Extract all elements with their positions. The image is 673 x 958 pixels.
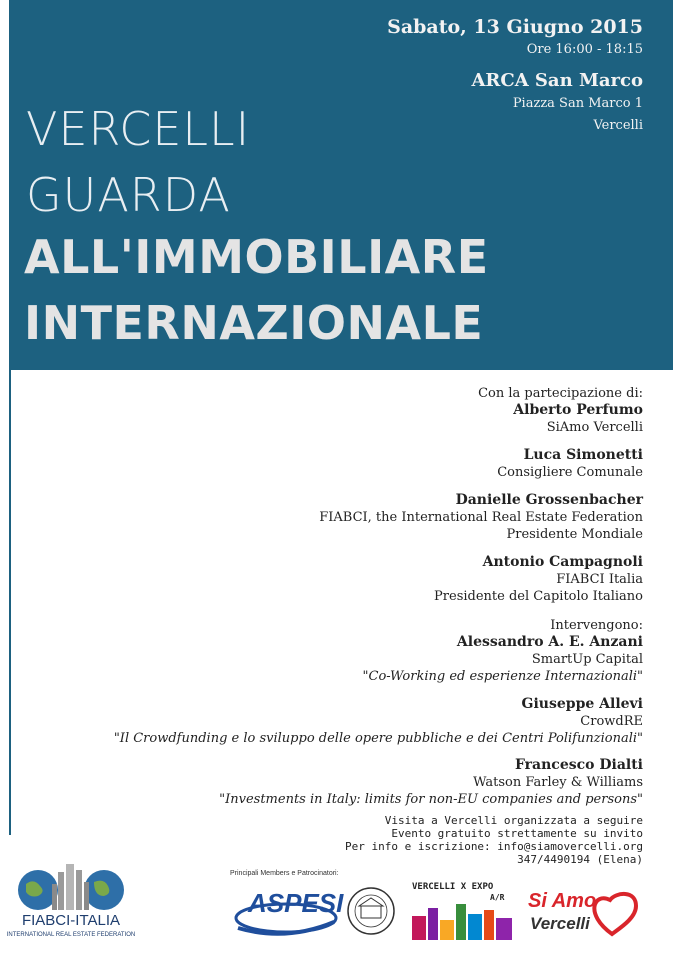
aspesi-logo bbox=[234, 882, 344, 938]
participant-name: Luca Simonetti bbox=[523, 447, 643, 463]
speakers-label: Intervengono: bbox=[550, 618, 643, 633]
participant-role: FIABCI, the International Real Estate Federation bbox=[319, 510, 643, 525]
footer-line: 347/4490194 (Elena) bbox=[517, 853, 643, 866]
event-date: Sabato, 13 Giugno 2015 bbox=[387, 16, 643, 38]
participant-role: FIABCI Italia bbox=[556, 572, 643, 587]
participant-role: Consigliere Comunale bbox=[497, 465, 643, 480]
speaker-company: CrowdRE bbox=[580, 714, 643, 729]
speaker-name: Alessandro A. E. Anzani bbox=[456, 634, 643, 650]
participation-label: Con la partecipazione di: bbox=[478, 386, 643, 401]
footer-note bbox=[345, 814, 643, 866]
participant-name: Alberto Perfumo bbox=[513, 402, 643, 418]
speaker-3 bbox=[43, 757, 643, 808]
siamo-text: Si Amo bbox=[528, 890, 597, 912]
speaker-name: Giuseppe Allevi bbox=[521, 696, 643, 712]
footer-line: Per info e iscrizione: info@siamovercelli.org bbox=[344, 840, 643, 853]
expo-skyline bbox=[410, 902, 516, 942]
footer-line: Evento gratuito strettamente su invito bbox=[391, 827, 643, 840]
expo-title bbox=[412, 882, 493, 892]
participant-2 bbox=[43, 447, 643, 481]
aspesi-name: ASPESI bbox=[248, 888, 344, 918]
title-line-1: VERCELLI bbox=[26, 102, 251, 156]
fiabci-name: FIABCI-ITALIA bbox=[21, 912, 121, 929]
vercelli-text: Vercelli bbox=[530, 914, 590, 933]
expo-top-text: VERCELLI bbox=[412, 882, 456, 892]
fiabci-emblem bbox=[6, 862, 136, 942]
sponsors-label: Principali Members e Patrocinatori: bbox=[230, 870, 339, 877]
speaker-company: SmartUp Capital bbox=[531, 652, 643, 667]
fiabci-logo bbox=[6, 862, 136, 942]
speaker-2 bbox=[3, 696, 643, 747]
event-venue: ARCA San Marco bbox=[471, 70, 643, 91]
seal-icon bbox=[346, 886, 396, 936]
event-address: Piazza San Marco 1 bbox=[512, 96, 643, 111]
speaker-topic: "Il Crowdfunding e lo sviluppo delle opere pubbliche e dei Centri Polifunzionali" bbox=[113, 731, 643, 746]
event-time: Ore 16:00 - 18:15 bbox=[526, 42, 643, 57]
speaker-topic: "Investments in Italy: limits for non-EU companies and persons" bbox=[219, 792, 643, 807]
event-city: Vercelli bbox=[593, 118, 643, 133]
expo-word-text: EXPO bbox=[471, 882, 494, 892]
fiabci-subtitle: INTERNATIONAL REAL ESTATE FEDERATION bbox=[6, 932, 136, 938]
participant-3 bbox=[43, 492, 643, 543]
vercelli-expo-logo bbox=[410, 882, 516, 942]
participant-4 bbox=[43, 554, 643, 605]
speaker-company: Watson Farley & Williams bbox=[473, 775, 643, 790]
institute-seal-logo bbox=[346, 886, 396, 936]
participant-role-2: Presidente del Capitolo Italiano bbox=[434, 589, 643, 604]
siamo-vercelli-logo bbox=[524, 884, 644, 944]
title-line-3: ALL'IMMOBILIARE bbox=[24, 230, 489, 284]
expo-ar-text: A/R bbox=[490, 893, 505, 902]
footer-line: Visita a Vercelli organizzata a seguire bbox=[384, 814, 643, 827]
participant-role-2: Presidente Mondiale bbox=[506, 527, 643, 542]
speaker-name: Francesco Dialti bbox=[514, 757, 643, 773]
participant-role: SiAmo Vercelli bbox=[546, 420, 643, 435]
participant-1 bbox=[43, 402, 643, 436]
speaker-1 bbox=[43, 634, 643, 685]
participant-name: Danielle Grossenbacher bbox=[455, 492, 643, 508]
title-line-4: INTERNAZIONALE bbox=[24, 296, 484, 350]
expo-x-icon: X bbox=[460, 882, 467, 892]
participant-name: Antonio Campagnoli bbox=[482, 554, 643, 570]
speaker-topic: "Co-Working ed esperienze Internazionali" bbox=[362, 669, 643, 684]
title-line-2: GUARDA bbox=[26, 168, 231, 222]
